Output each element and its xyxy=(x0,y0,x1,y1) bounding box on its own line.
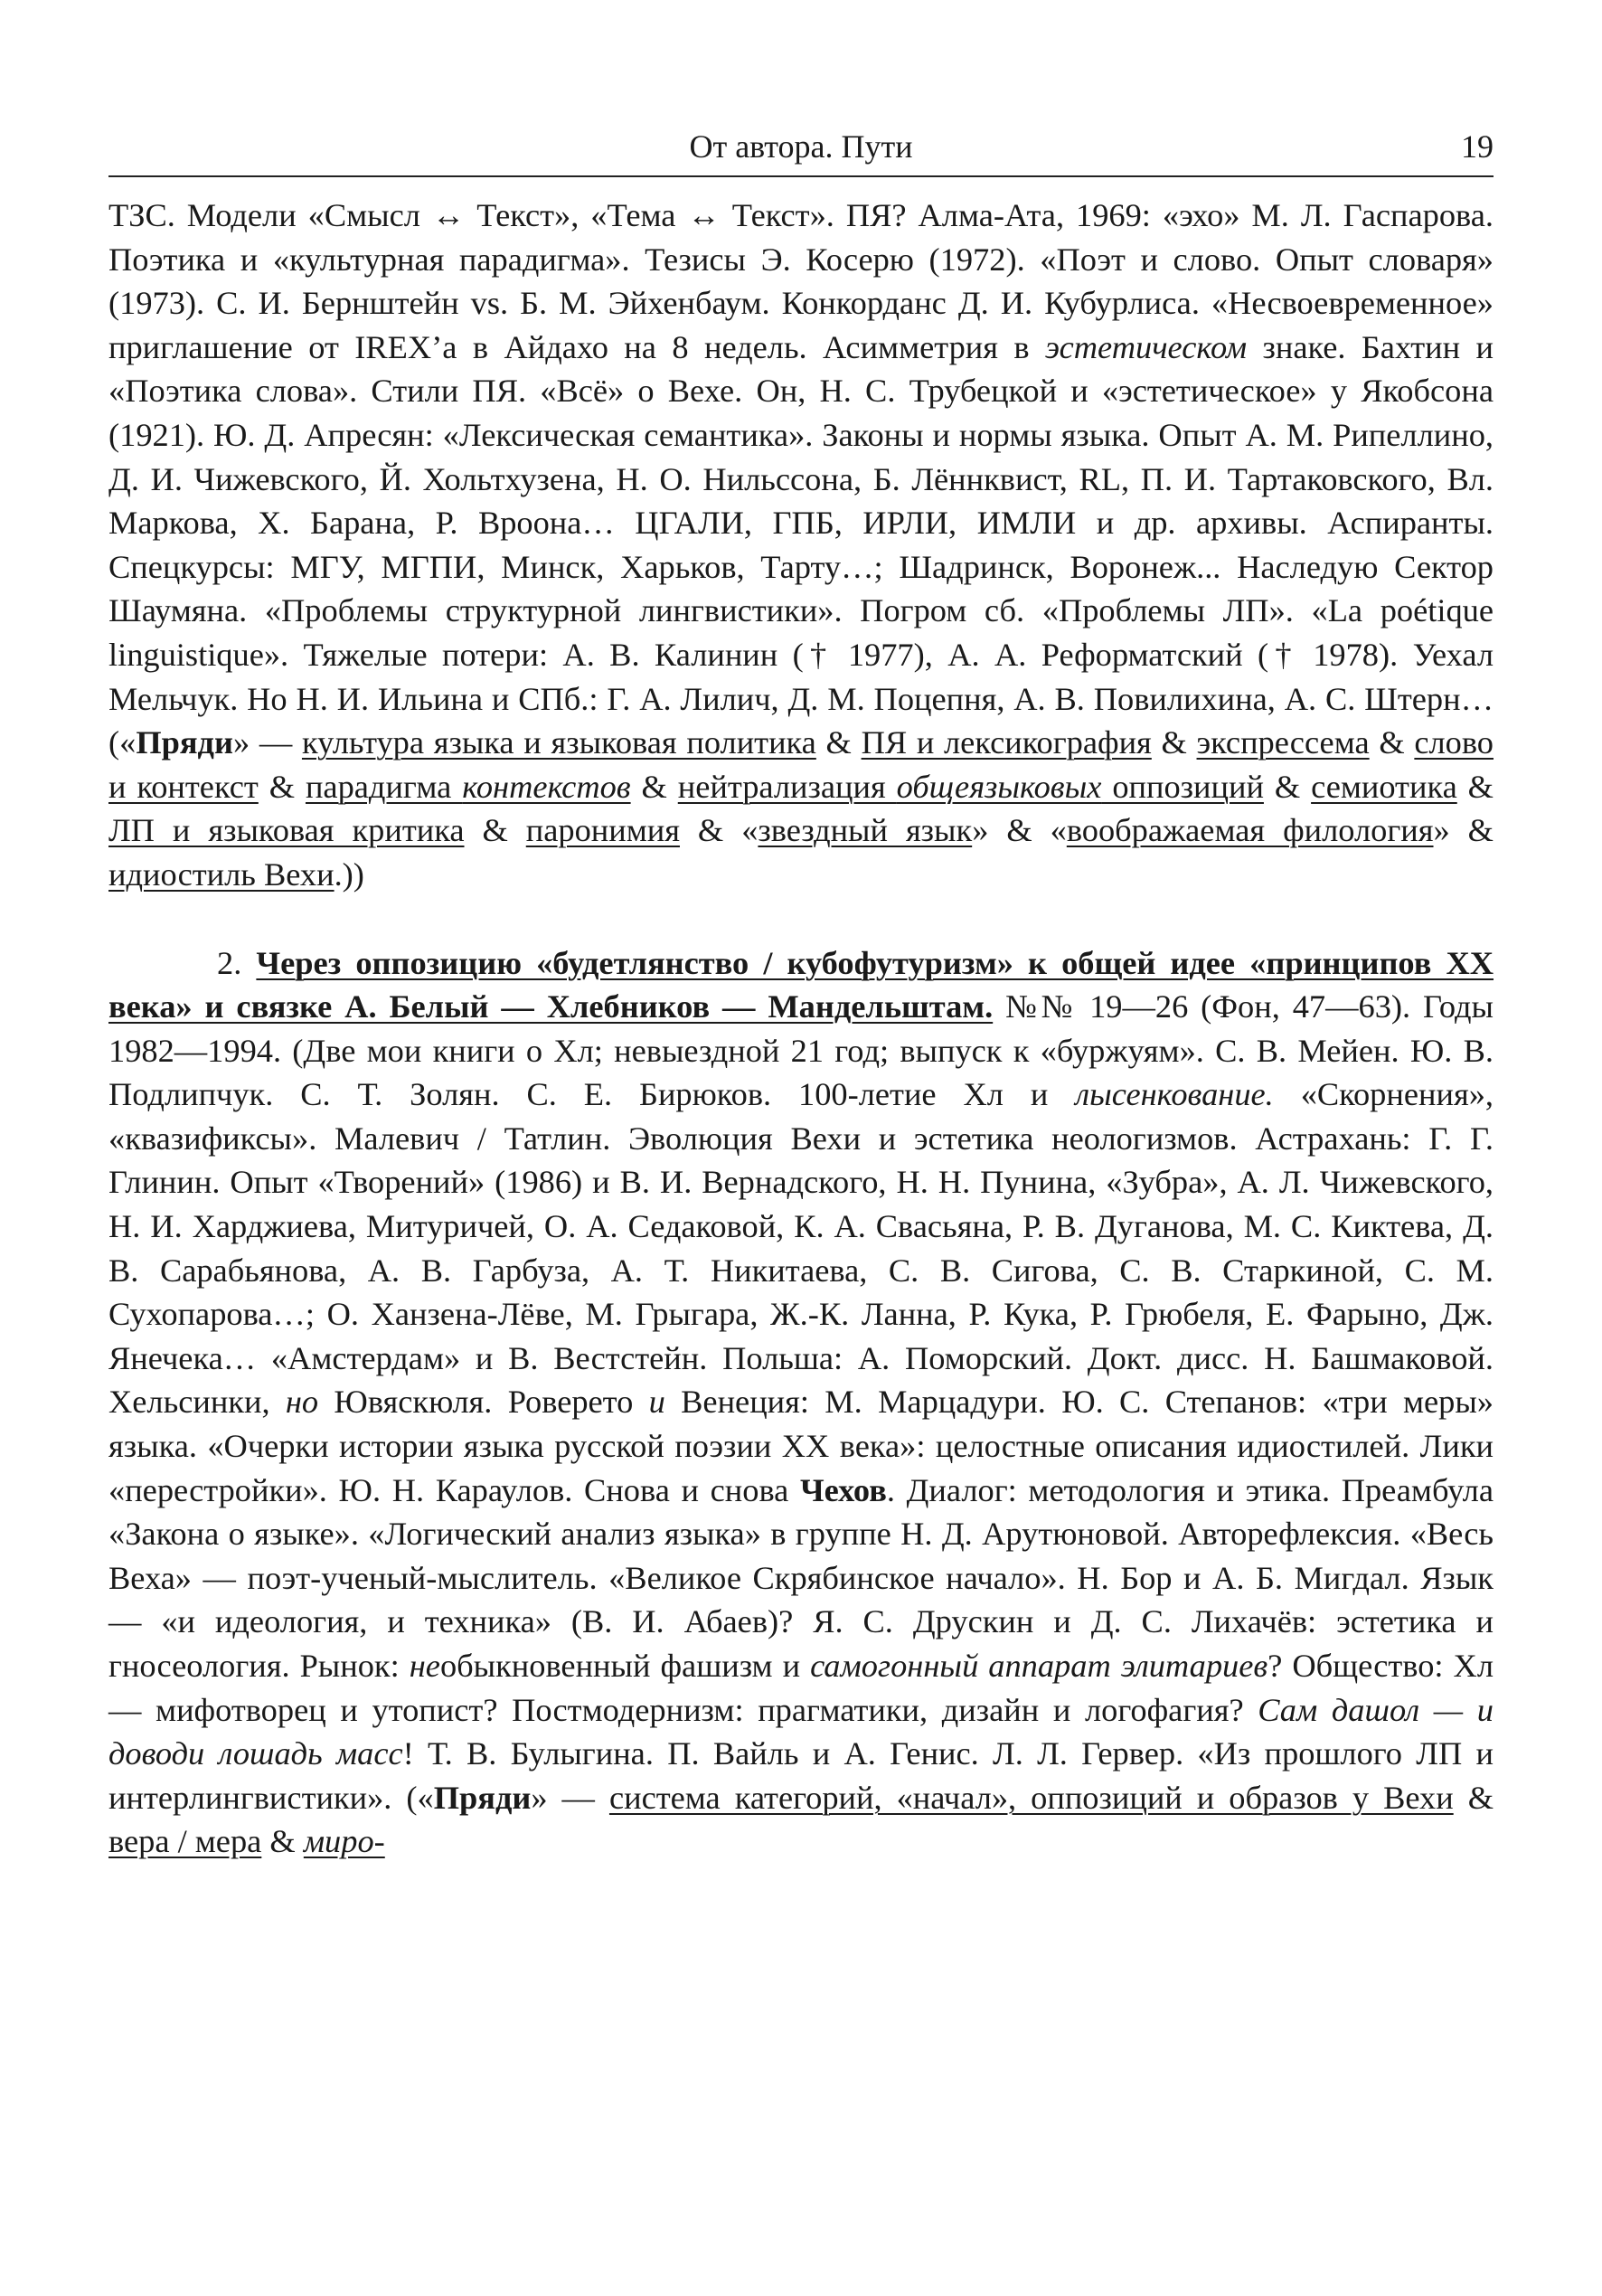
text-run: & xyxy=(1151,724,1197,761)
text-run: Через оппозицию «будетлянство / кубофутуризм» к общей идее «принципов XX века» и связке А. Белый — Хлебников — Мандельштам. xyxy=(108,944,1494,1025)
text-run: & xyxy=(630,768,678,805)
text-run: и xyxy=(648,1384,665,1421)
page-number: 19 xyxy=(1461,128,1494,165)
text-run: оппозиций xyxy=(1101,768,1264,805)
text-run: 2. xyxy=(217,944,257,981)
text-run: » & xyxy=(1433,812,1494,849)
running-header xyxy=(108,125,1494,177)
text-run: экспрессема xyxy=(1196,724,1370,761)
text-run: & xyxy=(464,812,526,849)
text-run: семиотика xyxy=(1311,768,1457,805)
text-run: воображаемая филология xyxy=(1066,812,1434,849)
text-run: & xyxy=(1456,768,1494,805)
text-run: & xyxy=(261,1823,304,1860)
text-run: но xyxy=(285,1384,319,1421)
text-run: «Скорнения», «квазификсы». Малевич / Татлин. Эволюция Вехи и эстетика неологизмов. Астрахань: Г. Г. Глинин. Опыт «Творений» (1986) и В. И. Вернадского, Н. Н. Пунина, «Зубра», А. Л. Чижевского, Н. И. Харджиева, Митуричей, О. А. Седаковой, К. А. Свасьяна, Р. В. Дуганова, М. С. Киктева, Д. В. Сарабьянова, А. В. Гарбуза, А. Т. Никитаева, С. В. Сигова, С. В. Старкиной, С. М. Сухопарова…; О. Ханзена-Лёве, М. Грыгара, Ж.-К. Ланна, Р. Кука, Р. Грюбеля, Е. Фарыно, Дж. Янечека… «Амстердам» и В. Вестстейн. Польша: А. Поморский. Докт. дисс. Н. Башмаковой. Хельсинки, xyxy=(108,1076,1494,1421)
text-run: обыкновенный фашизм и xyxy=(439,1648,811,1684)
text-run: ! Т. В. Булыгина. П. Вайль и А. Генис. Л. Л. Гервер. «Из прошлого ЛП и интерлингвистики». (« xyxy=(108,1735,1494,1816)
text-run: & « xyxy=(679,812,759,849)
text-run: нейтрализация xyxy=(677,768,897,805)
text-run: миро- xyxy=(303,1823,385,1860)
text-run: самогонный аппарат элитариев xyxy=(810,1648,1268,1684)
text-run: паронимия xyxy=(525,812,680,849)
text-run: & xyxy=(815,724,862,761)
text-run: & xyxy=(1453,1779,1494,1816)
text-run: звездный язык xyxy=(758,812,973,849)
text-run: » — xyxy=(531,1779,609,1816)
text-run: слово и контекст xyxy=(108,724,1494,805)
text-run: идиостиль Вехи xyxy=(108,855,335,893)
text-run: Сам дашол — и доводи лошадь масс xyxy=(108,1691,1494,1772)
text-run: ? Общество: Хл — мифотворец и утопист? Постмодернизм: прагматики, дизайн и логофагия? xyxy=(108,1648,1494,1728)
text-run: » — xyxy=(232,724,302,761)
text-run: ПЯ и лексикография xyxy=(861,724,1152,761)
text-run: Венеция: М. Марцадури. Ю. С. Степанов: «три меры» языка. «Очерки истории языка русской поэзии XX века»: целостные описания идиостилей. Лики «перестройки». Ю. Н. Караулов. Снова и снова xyxy=(108,1384,1494,1508)
text-run: Пряди xyxy=(433,1779,532,1816)
paragraph-2 xyxy=(108,941,1494,1864)
text-run: общеязыковых xyxy=(896,768,1102,805)
body-text xyxy=(108,194,1494,1864)
text-run: .)) xyxy=(334,855,364,893)
text-run: парадигма xyxy=(305,768,463,805)
text-run: ЛП и языковая критика xyxy=(108,812,465,849)
running-title: От автора. Пути xyxy=(689,128,913,165)
text-run: » & « xyxy=(972,812,1067,849)
text-run: вера / мера xyxy=(108,1823,262,1860)
text-run: ТЗС. Модели «Смысл ↔ Текст», «Тема ↔ Текст». ПЯ? Алма-Ата, 1969: «эхо» М. Л. Гаспарова. Поэтика и «культурная парадигма». Тезисы Э. Косерю (1972). «Поэт и слово. Опыт словаря» (1973). С. И. Бернштейн vs. Б. М. Эйхенбаум. Конкорданс Д. И. Кубурлиса. «Несвоевременное» приглашение от IREX’а в Айдахо на 8 недель. Асимметрия в xyxy=(108,197,1494,365)
text-run: Пряди xyxy=(136,724,233,761)
text-run: & xyxy=(1263,768,1312,805)
text-run: лысенкование. xyxy=(1075,1076,1274,1113)
paragraph-1 xyxy=(108,194,1494,897)
text-run: & xyxy=(1369,724,1415,761)
text-run: знаке. Бахтин и «Поэтика слова». Стили ПЯ. «Всё» о Вехе. Он, Н. С. Трубецкой и «эстетическое» у Якобсона (1921). Ю. Д. Апресян: «Лексическая семантика». Законы и нормы языка. Опыт А. М. Рипеллино, Д. И. Чижевского, Й. Хольтхузена, Н. О. Нильссона, Б. Лённквист, RL, П. И. Тартаковского, Вл. Маркова, Х. Барана, Р. Вроона… ЦГАЛИ, ГПБ, ИРЛИ, ИМЛИ и др. архивы. Аспиранты. Спецкурсы: МГУ, МГПИ, Минск, Харьков, Тарту…; Шадринск, Воронеж... Наследую Сектор Шаумяна. «Проблемы структурной лингвистики». Погром сб. «Проблемы ЛП». «La poétique linguistique». Тяжелые потери: А. В. Калинин († 1977), А. А. Реформатский († 1978). Уехал Мельчук. Но Н. И. Ильина и СПб.: Г. А. Лилич, Д. М. Поцепня, А. В. Повилихина, А. С. Штерн… (« xyxy=(108,328,1494,761)
text-run: Чехов xyxy=(799,1471,887,1508)
text-run: . Диалог: методология и этика. Преамбула «Закона о языке». «Логический анализ языка» в группе Н. Д. Арутюновой. Авторефлексия. «Весь Веха» — поэт-ученый-мыслитель. «Великое Скрябинское начало». Н. Бор и А. Б. Мигдал. Язык — «и идеология, и техника» (В. И. Абаев)? Я. С. Друскин и Д. С. Лихачёв: эстетика и гносеология. Рынок: xyxy=(108,1471,1494,1684)
text-run: не xyxy=(409,1648,440,1684)
text-run: контекстов xyxy=(462,768,631,805)
text-run: Ювяскюля. Роверето xyxy=(318,1384,649,1421)
text-run: система категорий, «начал», оппозиций и образов у Вехи xyxy=(608,1779,1454,1816)
text-run: & xyxy=(258,768,306,805)
text-run: №№ 19—26 (Фон, 47—63). Годы 1982—1994. (Две мои книги о Хл; невыездной 21 год; выпуск к «буржуям». С. В. Мейен. Ю. В. Подлипчук. С. Т. Золян. С. Е. Бирюков. 100-летие Хл и xyxy=(108,988,1494,1113)
text-run: культура языка и языковая политика xyxy=(301,724,816,761)
text-run: эстетическом xyxy=(1045,328,1248,365)
